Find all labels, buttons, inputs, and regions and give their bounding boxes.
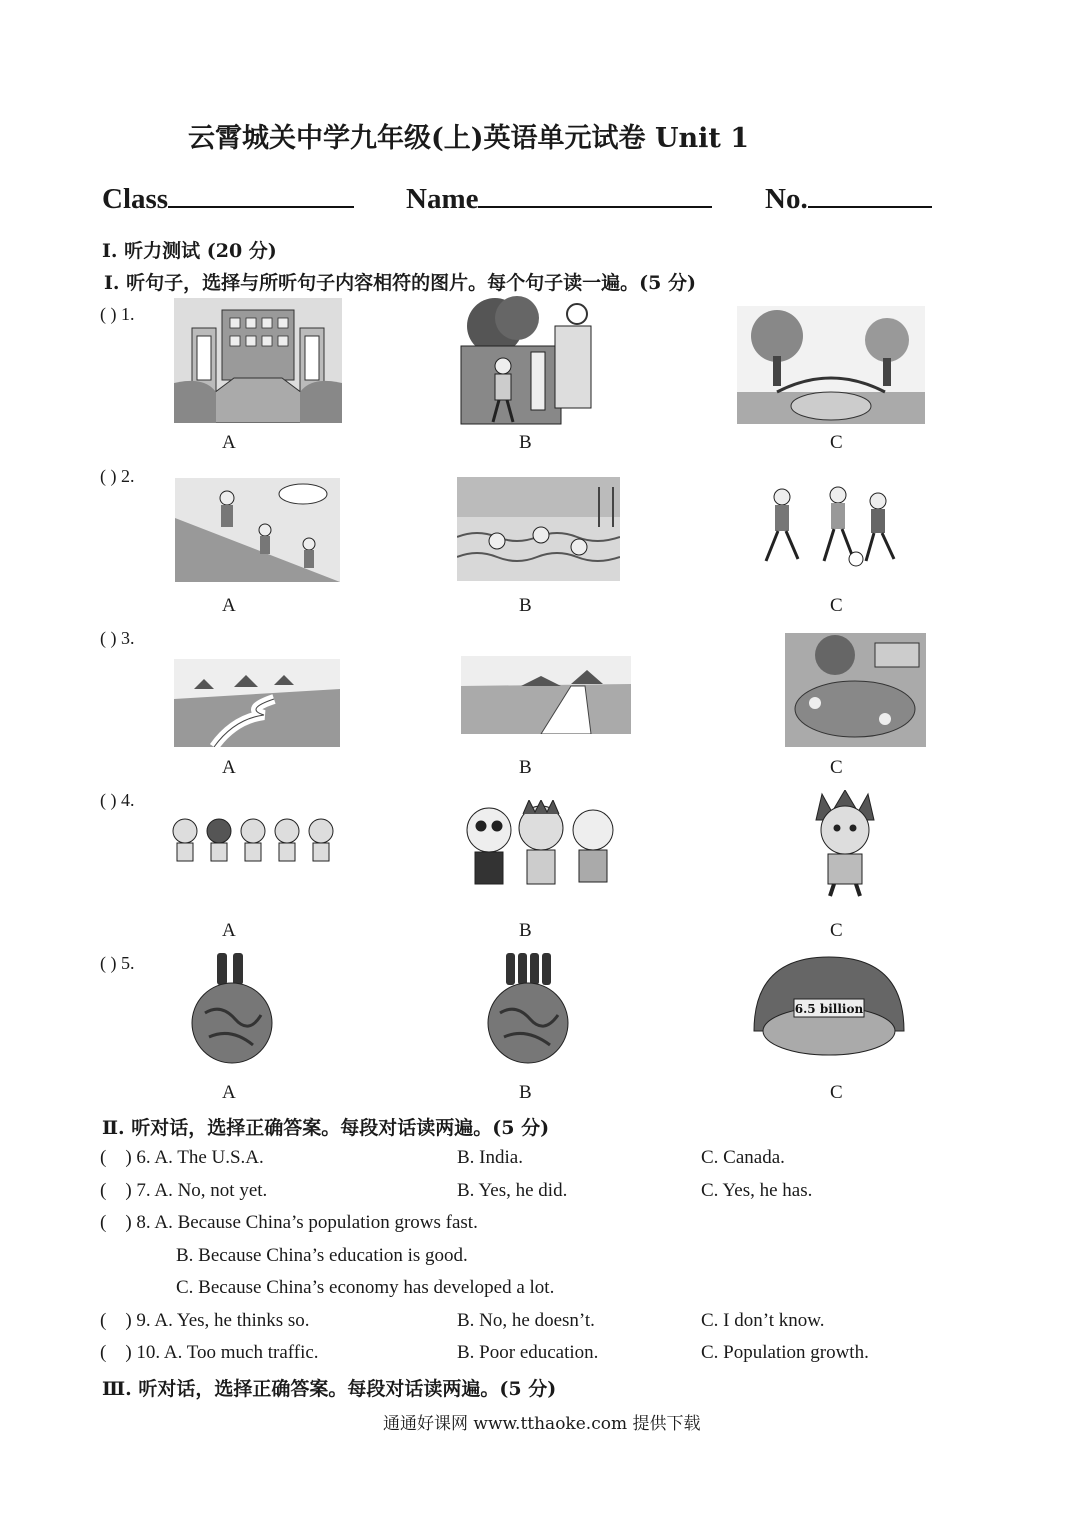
- q5-option-b: B: [519, 1082, 532, 1103]
- q3-picture-a-river-village: [174, 659, 340, 747]
- answer-bracket[interactable]: ( ): [100, 790, 117, 810]
- population-label: 6.5 billion: [794, 1002, 864, 1016]
- q8-option-c[interactable]: C. Because China’s economy has developed a lot.: [176, 1277, 555, 1298]
- name-field: [406, 180, 712, 216]
- q2-picture-c-football: [752, 485, 915, 569]
- q4-option-a: A: [222, 920, 236, 941]
- q1-picture-c-bridge-park: [737, 306, 925, 424]
- class-label: Class: [102, 183, 169, 215]
- listening-heading: I. 听力测试 (20 分): [102, 240, 277, 262]
- q7-option-a[interactable]: ( ) 7. A. No, not yet.: [100, 1180, 268, 1201]
- q3-picture-c-park-scene: [785, 633, 926, 747]
- q8-option-a[interactable]: ( ) 8. A. Because China’s population grows fast.: [100, 1212, 478, 1233]
- section-3-heading: Ⅲ. 听对话，选择正确答案。每段对话读两遍。(5 分): [102, 1378, 557, 1400]
- q6-option-a[interactable]: ( ) 6. A. The U.S.A.: [100, 1147, 264, 1168]
- answer-bracket[interactable]: ( ): [100, 466, 117, 486]
- q4-picture-a-five-mascots: [169, 815, 337, 867]
- q2-option-b: B: [519, 595, 532, 616]
- q4-option-c: C: [830, 920, 843, 941]
- q1-picture-b-boy-walking: [455, 296, 595, 428]
- answer-bracket[interactable]: (: [100, 1147, 107, 1168]
- q1-option-b: B: [519, 432, 532, 453]
- q4-number: ( ) 4.: [100, 790, 135, 810]
- q10-option-c[interactable]: C. Population growth.: [701, 1342, 869, 1363]
- q2-number: ( ) 2.: [100, 466, 135, 486]
- q5-option-a: A: [222, 1082, 236, 1103]
- q9-option-b[interactable]: B. No, he doesn’t.: [457, 1310, 595, 1331]
- q4-option-b: B: [519, 920, 532, 941]
- answer-bracket[interactable]: ( ): [100, 628, 117, 648]
- q8-option-b[interactable]: B. Because China’s education is good.: [176, 1245, 468, 1266]
- q3-option-b: B: [519, 757, 532, 778]
- q1-option-a: A: [222, 432, 236, 453]
- answer-bracket[interactable]: (: [100, 1180, 107, 1201]
- q4-picture-c-one-mascot: [808, 790, 882, 898]
- page-title: 云霄城关中学九年级(上)英语单元试卷 Unit 1: [188, 123, 750, 154]
- answer-bracket[interactable]: (: [100, 1342, 107, 1363]
- q9-option-a[interactable]: ( ) 9. A. Yes, he thinks so.: [100, 1310, 310, 1331]
- q3-number: ( ) 3.: [100, 628, 135, 648]
- q3-option-c: C: [830, 757, 843, 778]
- q2-picture-b-swimming: [457, 477, 620, 581]
- q4-picture-b-three-mascots: [463, 800, 620, 890]
- q1-picture-a-school-gate: [174, 298, 342, 423]
- q6-option-c[interactable]: C. Canada.: [701, 1147, 785, 1168]
- q2-picture-a-hiking: [175, 478, 340, 582]
- q9-option-c[interactable]: C. I don’t know.: [701, 1310, 825, 1331]
- q1-option-c: C: [830, 432, 843, 453]
- q5-picture-c-crowded-globe: [748, 951, 910, 1059]
- section-2-heading: Ⅱ. 听对话，选择正确答案。每段对话读两遍。(5 分): [102, 1117, 550, 1139]
- answer-bracket[interactable]: (: [100, 1310, 107, 1331]
- section-1-heading: Ⅰ. 听句子，选择与所听句子内容相符的图片。每个句子读一遍。(5 分): [104, 272, 696, 294]
- answer-bracket[interactable]: ( ): [100, 304, 117, 324]
- q3-picture-b-road-village: [461, 656, 631, 734]
- name-label: Name: [406, 183, 479, 215]
- name-blank[interactable]: [478, 180, 712, 208]
- q5-number: ( ) 5.: [100, 953, 135, 973]
- number-field: [765, 180, 932, 216]
- answer-bracket[interactable]: ( ): [100, 953, 117, 973]
- number-label: No.: [765, 183, 808, 215]
- q10-option-a[interactable]: ( ) 10. A. Too much traffic.: [100, 1342, 319, 1363]
- q10-option-b[interactable]: B. Poor education.: [457, 1342, 599, 1363]
- footer-source: 通通好课网 www.tthaoke.com 提供下载: [383, 1414, 701, 1434]
- q5-picture-b-globe-four-bottles: [486, 953, 570, 1065]
- q5-picture-a-globe-two-bottles: [191, 953, 273, 1065]
- q1-number: ( ) 1.: [100, 304, 135, 324]
- q3-option-a: A: [222, 757, 236, 778]
- class-field: [102, 180, 354, 216]
- q5-option-c: C: [830, 1082, 843, 1103]
- q2-option-a: A: [222, 595, 236, 616]
- number-blank[interactable]: [808, 180, 932, 208]
- q7-option-c[interactable]: C. Yes, he has.: [701, 1180, 813, 1201]
- class-blank[interactable]: [168, 180, 354, 208]
- q2-option-c: C: [830, 595, 843, 616]
- q6-option-b[interactable]: B. India.: [457, 1147, 523, 1168]
- answer-bracket[interactable]: (: [100, 1212, 107, 1233]
- q7-option-b[interactable]: B. Yes, he did.: [457, 1180, 568, 1201]
